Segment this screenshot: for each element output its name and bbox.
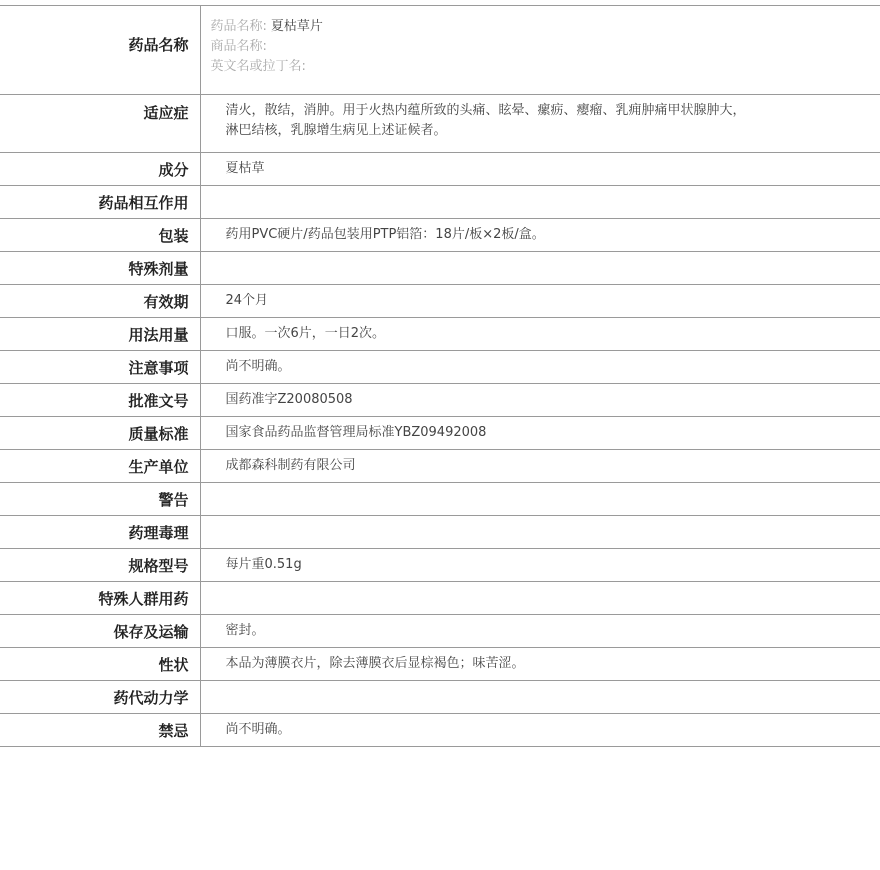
row-label-interactions: 药品相互作用	[0, 186, 200, 219]
table-row-interactions	[0, 186, 880, 219]
row-label-ingredients: 成分	[0, 153, 200, 186]
row-value-specification: 每片重0.51g	[200, 549, 880, 582]
table-row-drug-name	[0, 6, 880, 95]
table-row-usage	[0, 318, 880, 351]
table-row-quality-standard	[0, 417, 880, 450]
table-row-package	[0, 219, 880, 252]
table-row-indication	[0, 95, 880, 153]
english-name-prefix: 英文名或拉丁名:	[210, 59, 306, 74]
generic-name-line	[211, 17, 880, 37]
table-row-shelf-life	[0, 285, 880, 318]
row-value-special-dosage	[200, 252, 880, 285]
row-label-toxicology: 药理毒理	[0, 516, 200, 549]
table-row-appearance	[0, 648, 880, 681]
indication-cell	[200, 95, 880, 153]
row-value-warning	[200, 483, 880, 516]
row-label-package: 包装	[0, 219, 200, 252]
indication-line-1: 清火，散结，消肿。用于火热内蕴所致的头痛、眩晕、瘰疬、瘿瘤、乳痈肿痛甲状腺肿大，	[225, 103, 746, 118]
generic-name-value: 夏枯草片	[270, 19, 323, 34]
table-row-approval-number	[0, 384, 880, 417]
table-row-ingredients	[0, 153, 880, 186]
row-label-quality-standard: 质量标准	[0, 417, 200, 450]
table-row-manufacturer	[0, 450, 880, 483]
row-label-approval-number: 批准文号	[0, 384, 200, 417]
row-label-usage: 用法用量	[0, 318, 200, 351]
row-value-pharmacokinetics	[200, 681, 880, 714]
row-value-quality-standard: 国家食品药品监督管理局标准YBZ09492008	[200, 417, 880, 450]
table-row-warning	[0, 483, 880, 516]
row-value-toxicology	[200, 516, 880, 549]
row-value-interactions	[200, 186, 880, 219]
row-value-precautions: 尚不明确。	[200, 351, 880, 384]
row-label-manufacturer: 生产单位	[0, 450, 200, 483]
row-label-drug-name: 药品名称	[0, 6, 200, 95]
row-value-shelf-life: 24个月	[200, 285, 880, 318]
row-label-special-population: 特殊人群用药	[0, 582, 200, 615]
trade-name-line	[211, 37, 880, 57]
table-row-special-dosage	[0, 252, 880, 285]
row-value-package: 药用PVC硬片/药品包装用PTP铝箔：18片/板×2板/盒。	[200, 219, 880, 252]
table-row-precautions	[0, 351, 880, 384]
row-label-warning: 警告	[0, 483, 200, 516]
row-value-contraindications: 尚不明确。	[200, 714, 880, 747]
table-row-special-population	[0, 582, 880, 615]
row-value-ingredients: 夏枯草	[200, 153, 880, 186]
row-value-storage: 密封。	[200, 615, 880, 648]
row-value-manufacturer: 成都森科制药有限公司	[200, 450, 880, 483]
trade-name-prefix: 商品名称:	[210, 39, 267, 54]
row-label-appearance: 性状	[0, 648, 200, 681]
row-value-special-population	[200, 582, 880, 615]
drug-info-table	[0, 5, 880, 747]
row-value-approval-number: 国药准字Z20080508	[200, 384, 880, 417]
row-label-pharmacokinetics: 药代动力学	[0, 681, 200, 714]
table-row-storage	[0, 615, 880, 648]
row-label-storage: 保存及运输	[0, 615, 200, 648]
row-label-indication: 适应症	[0, 95, 200, 153]
drug-name-cell	[200, 6, 880, 95]
row-label-special-dosage: 特殊剂量	[0, 252, 200, 285]
row-label-shelf-life: 有效期	[0, 285, 200, 318]
row-label-contraindications: 禁忌	[0, 714, 200, 747]
table-row-contraindications	[0, 714, 880, 747]
table-row-toxicology	[0, 516, 880, 549]
row-value-appearance: 本品为薄膜衣片，除去薄膜衣后显棕褐色；味苦涩。	[200, 648, 880, 681]
table-row-pharmacokinetics	[0, 681, 880, 714]
row-value-usage: 口服。一次6片，一日2次。	[200, 318, 880, 351]
generic-name-prefix: 药品名称:	[210, 19, 267, 34]
indication-line-2: 淋巴结核，乳腺增生病见上述证候者。	[225, 123, 447, 138]
english-name-line	[211, 57, 880, 77]
table-row-specification	[0, 549, 880, 582]
row-label-precautions: 注意事项	[0, 351, 200, 384]
row-label-specification: 规格型号	[0, 549, 200, 582]
